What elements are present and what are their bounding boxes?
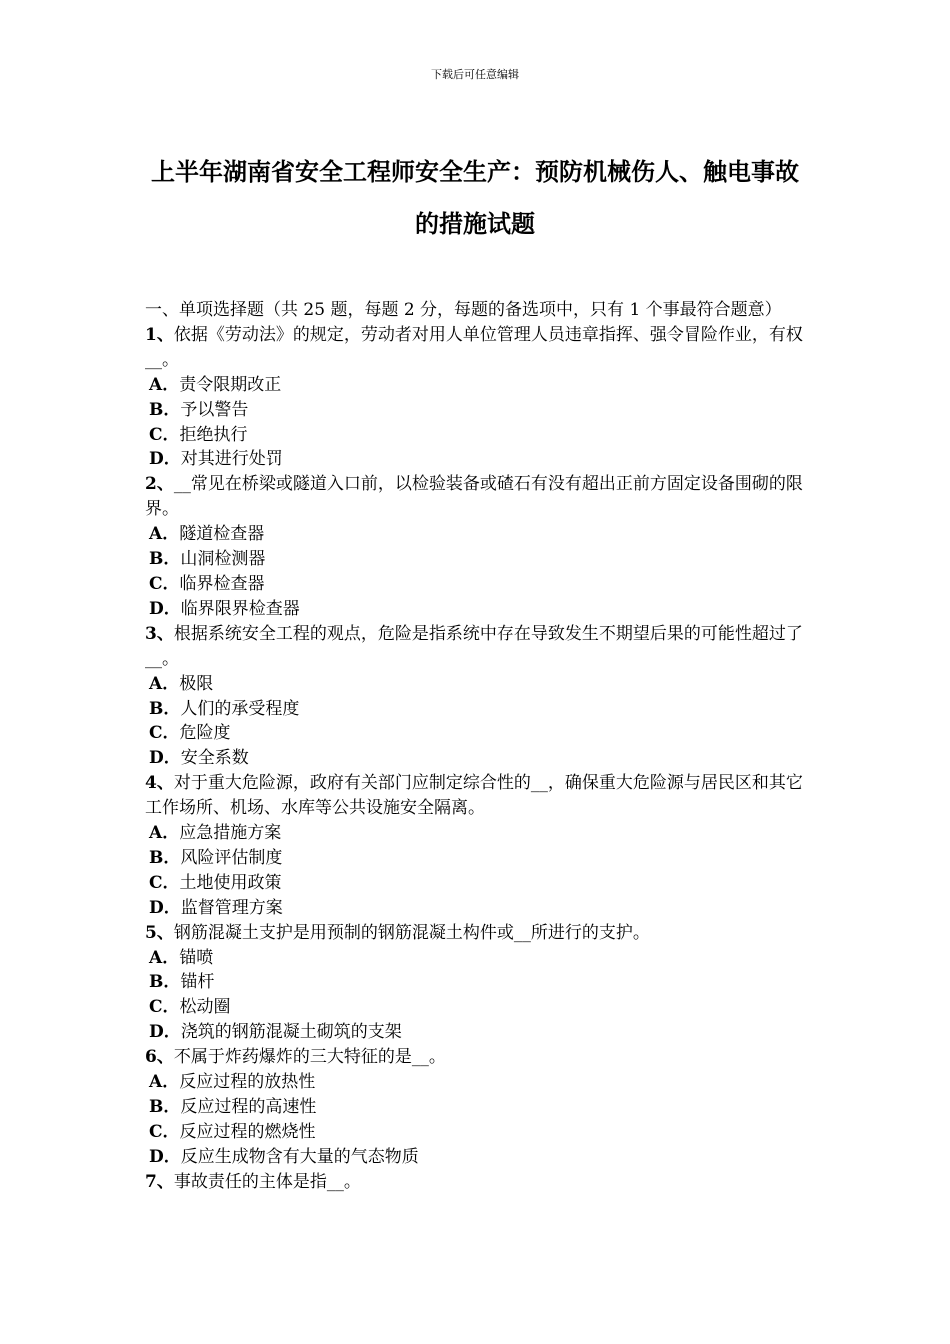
question-1 xyxy=(145,323,810,472)
question-text: 依据《劳动法》的规定，劳动者对用人单位管理人员违章指挥、强令冒险作业，有权__。 xyxy=(145,324,803,370)
option-d: D．反应生成物含有大量的气态物质 xyxy=(149,1146,419,1167)
option-a: A．极限 xyxy=(149,673,214,694)
question-text: 事故责任的主体是指__。 xyxy=(173,1171,361,1192)
option-b: B．锚杆 xyxy=(149,972,215,993)
question-text: 根据系统安全工程的观点，危险是指系统中存在导致发生不期望后果的可能性超过了__。 xyxy=(145,623,803,669)
question-number: 5、 xyxy=(145,922,174,943)
option-c: C．危险度 xyxy=(149,723,231,744)
question-5 xyxy=(145,921,810,1046)
question-number: 4、 xyxy=(145,773,174,794)
option-a: A．隧道检查器 xyxy=(149,524,265,545)
question-number: 6、 xyxy=(145,1047,174,1068)
question-list xyxy=(145,298,810,1195)
option-c: C．临界检查器 xyxy=(149,573,265,594)
question-text: 不属于炸药爆炸的三大特征的是__。 xyxy=(173,1047,446,1068)
question-number: 2、 xyxy=(145,474,174,495)
option-a: A．责令限期改正 xyxy=(149,374,282,395)
option-c: C．松动圈 xyxy=(149,997,231,1018)
option-b: B．山洞检测器 xyxy=(149,549,266,570)
section-heading: 一、单项选择题（共 25 题，每题 2 分，每题的备选项中，只有 1 个事最符合题意） xyxy=(145,300,782,320)
option-d: D．安全系数 xyxy=(149,748,249,769)
question-7 xyxy=(145,1170,810,1195)
header-note: 下载后可任意编辑 xyxy=(431,68,519,81)
question-2 xyxy=(145,472,810,621)
option-d: D．对其进行处罚 xyxy=(149,449,283,470)
option-c: C．反应过程的燃烧性 xyxy=(149,1121,316,1142)
question-3 xyxy=(145,622,810,771)
question-number: 1、 xyxy=(145,324,174,345)
page-title: 上半年湖南省安全工程师安全生产：预防机械伤人、触电事故的措施试题 xyxy=(151,157,799,238)
option-d: D．浇筑的钢筋混凝土砌筑的支架 xyxy=(149,1022,402,1043)
question-6 xyxy=(145,1045,810,1170)
option-b: B．风险评估制度 xyxy=(149,847,283,868)
option-b: B．反应过程的高速性 xyxy=(149,1097,317,1117)
question-4 xyxy=(145,771,810,920)
question-text: 对于重大危险源，政府有关部门应制定综合性的__，确保重大危险源与居民区和其它工作场所、机场、水库等公共设施安全隔离。 xyxy=(145,773,803,819)
option-d: D．监督管理方案 xyxy=(149,897,283,918)
question-text: __常见在桥梁或隧道入口前，以检验装备或碴石有没有超出正前方固定设备围砌的限界。 xyxy=(145,474,803,520)
option-a: A．锚喷 xyxy=(149,947,214,968)
option-a: A．应急措施方案 xyxy=(149,823,282,844)
option-c: C．土地使用政策 xyxy=(149,872,282,893)
option-b: B．予以警告 xyxy=(149,399,249,420)
option-c: C．拒绝执行 xyxy=(149,424,248,445)
question-number: 7、 xyxy=(145,1171,174,1192)
option-d: D．临界限界检查器 xyxy=(149,598,300,619)
question-number: 3、 xyxy=(145,623,174,644)
question-text: 钢筋混凝土支护是用预制的钢筋混凝土构件或__所进行的支护。 xyxy=(173,922,650,943)
option-b: B．人们的承受程度 xyxy=(149,698,300,719)
option-a: A．反应过程的放热性 xyxy=(149,1072,316,1093)
